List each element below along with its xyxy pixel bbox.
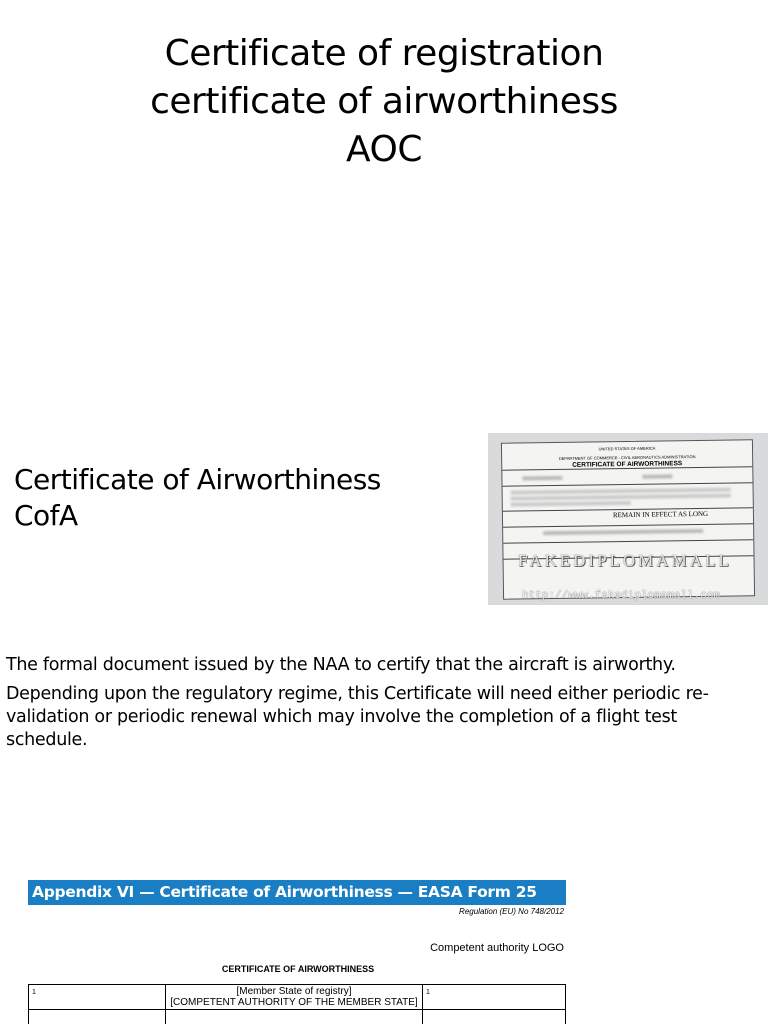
title-line-3: AOC [346,129,422,170]
table-cell: 1 [29,985,166,1010]
member-state: [Member State of registry] [236,986,352,997]
cofa-heading [14,462,381,534]
certificate-paper [501,439,755,600]
table-cell [166,1010,423,1024]
easa-table [28,984,566,1024]
cofa-heading-line-1: Certificate of Airworthiness [14,463,381,496]
photo-remain-text: REMAIN IN EFFECT AS LONG [612,509,709,520]
easa-cert-title: CERTIFICATE OF AIRWORTHINESS [221,964,375,974]
table-cell: 1 [423,985,566,1010]
table-cell [166,985,423,1010]
table-row [29,985,566,1010]
easa-logo-text: Competent authority LOGO [430,942,564,954]
easa-banner: Appendix VI — Certificate of Airworthiness — EASA Form 25 [28,880,566,905]
slide-title [0,30,768,174]
easa-form-excerpt [28,880,568,1024]
title-line-1: Certificate of registration [164,33,604,74]
table-cell [29,1010,166,1024]
photo-watermark: FAKEDIPLOMAMALL [518,551,732,570]
certificate-photo [488,433,768,605]
photo-row [503,482,753,510]
paragraph-2: Depending upon the regulatory regime, this Certificate will need either periodic re-validation or periodic renewal which may involve the completion of a flight test schedule. [6,684,709,750]
table-cell [423,1010,566,1024]
body-text [6,654,762,758]
title-line-2: certificate of airworthiness [150,81,618,122]
table-row [29,1010,566,1024]
competent-authority: [COMPETENT AUTHORITY OF THE MEMBER STATE] [170,997,418,1008]
easa-regulation: Regulation (EU) No 748/2012 [459,907,564,916]
photo-certificate-title: CERTIFICATE OF AIRWORTHINESS [572,460,683,469]
cofa-heading-line-2: CofA [14,499,78,532]
paragraph-1: The formal document issued by the NAA to certify that the aircraft is airworthy. [6,655,676,675]
photo-watermark-url: http://www.fakediplomamall.com [522,590,721,602]
photo-country: UNITED STATES OF AMERICA [598,445,656,452]
photo-department: DEPARTMENT OF COMMERCE - CIVIL AERONAUTICS ADMINISTRATION [558,454,696,461]
